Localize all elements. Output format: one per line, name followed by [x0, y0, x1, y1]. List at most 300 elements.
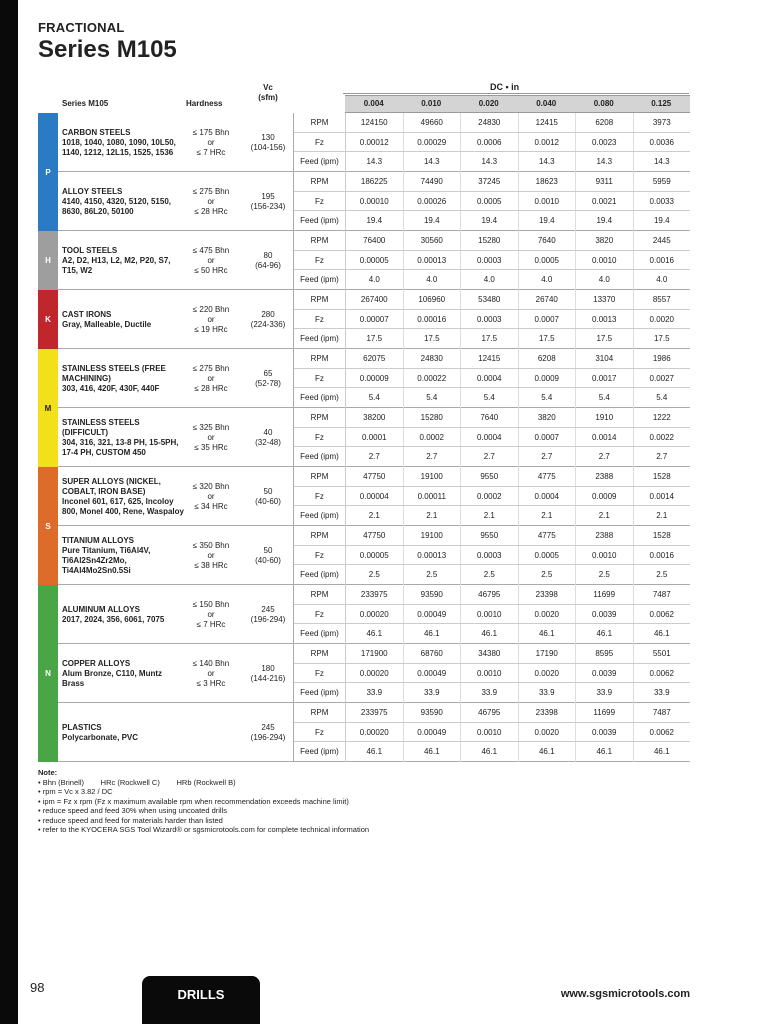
- fz-value: 0.0003: [461, 310, 519, 329]
- col-vc-header: [243, 83, 293, 103]
- note-line: • Bhn (Brinell) HRc (Rockwell C) HRb (Rockwell B): [38, 777, 236, 787]
- rpm-value: 4775: [519, 467, 577, 486]
- rpm-value: 1528: [652, 472, 671, 481]
- material-cell: [62, 644, 186, 703]
- note-line: • reduce speed and feed for materials harder than listed: [38, 815, 223, 825]
- rpm-value: 47750: [346, 526, 404, 545]
- table-row: [38, 703, 690, 762]
- fz-value: 0.0010: [461, 723, 519, 742]
- rpm-value: 9550: [461, 526, 519, 545]
- hardness-hrc: ≤ 28 HRc: [194, 383, 228, 393]
- feed-subrow: [294, 211, 690, 231]
- material-name: COPPER ALLOYS: [62, 658, 131, 668]
- feed-value: 2.7: [461, 447, 519, 467]
- note-line: • refer to the KYOCERA SGS Tool Wizard® or sgsmicrotools.com for complete technical information: [38, 825, 370, 834]
- fz-subrow: [294, 133, 690, 153]
- material-grades: Inconel 601, 617, 625, Incoloy 800, Monel 400, Rene, Waspaloy: [62, 496, 184, 516]
- fz-value: 0.00004: [346, 487, 404, 506]
- feed-subrow: [294, 506, 690, 526]
- feed-value: 46.1: [404, 624, 462, 644]
- website-link[interactable]: www.sgsmicrotools.com: [560, 988, 690, 1000]
- values-cell: [293, 349, 690, 408]
- rpm-label: RPM: [294, 526, 346, 545]
- feed-value: 14.3: [346, 152, 404, 172]
- rpm-label: RPM: [294, 703, 346, 722]
- feed-subrow: [294, 565, 690, 585]
- rpm-value: 18623: [519, 172, 577, 191]
- hardness-hrc: ≤ 7 HRc: [196, 619, 226, 629]
- fz-value: 0.00049: [404, 664, 462, 683]
- values-cell: [293, 231, 690, 290]
- hardness-or: or: [207, 137, 215, 147]
- feed-value: 46.1: [346, 742, 404, 762]
- material-cell: [62, 172, 186, 231]
- fz-value: 0.0062: [649, 727, 674, 737]
- fz-value: 0.0062: [649, 609, 674, 619]
- rpm-value: 7640: [461, 408, 519, 427]
- rpm-value: 3820: [576, 231, 634, 250]
- material-group-h: H: [38, 231, 58, 290]
- fz-subrow: [294, 546, 690, 566]
- rpm-subrow: [294, 703, 690, 723]
- hardness-or: or: [207, 491, 215, 501]
- rpm-value: 9550: [461, 467, 519, 486]
- hardness-bhn: ≤ 475 Bhn: [192, 245, 230, 255]
- feed-value: 46.1: [404, 742, 462, 762]
- rpm-value: 46795: [461, 585, 519, 604]
- hardness-bhn: ≤ 350 Bhn: [192, 540, 230, 550]
- material-cell: [62, 703, 186, 762]
- feed-value: 17.5: [576, 329, 634, 349]
- vc-value: 245: [261, 604, 275, 614]
- rpm-subrow: [294, 172, 690, 192]
- fz-subrow: [294, 487, 690, 507]
- vc-range: (64-96): [255, 260, 281, 270]
- rpm-value: 15280: [404, 408, 462, 427]
- hardness-cell: [176, 290, 246, 349]
- hardness-hrc: ≤ 35 HRc: [194, 442, 228, 452]
- rpm-value: 3104: [576, 349, 634, 368]
- material-grades: 303, 416, 420F, 430F, 440F: [62, 383, 160, 393]
- fz-value: 0.0009: [576, 487, 634, 506]
- fz-label: Fz: [294, 310, 346, 329]
- fz-value: 0.0010: [576, 251, 634, 270]
- material-cell: [62, 585, 186, 644]
- hardness-cell: [176, 349, 246, 408]
- notes-title: Note:: [38, 768, 58, 777]
- fz-value: 0.0022: [649, 432, 674, 442]
- rpm-subrow: [294, 349, 690, 369]
- rpm-value: 106960: [404, 290, 462, 309]
- feed-value: 14.3: [519, 152, 577, 172]
- vc-cell: [243, 644, 293, 703]
- fz-value: 0.0020: [649, 314, 674, 324]
- diameter-header: 0.080: [593, 99, 614, 108]
- hardness-or: or: [207, 609, 215, 619]
- fz-subrow: [294, 251, 690, 271]
- note-line: • rpm = Vc x 3.82 / DC: [38, 787, 113, 796]
- material-grades: Alum Bronze, C110, Muntz Brass: [62, 668, 163, 688]
- fz-label: Fz: [294, 369, 346, 388]
- vc-value: 245: [261, 722, 275, 732]
- fz-value: 0.0062: [649, 668, 674, 678]
- feed-value: 2.5: [461, 565, 519, 585]
- table-row: [38, 290, 690, 349]
- fz-label: Fz: [294, 251, 346, 270]
- rpm-value: 76400: [346, 231, 404, 250]
- fz-value: 0.00012: [346, 133, 404, 152]
- values-cell: [293, 408, 690, 467]
- hardness-hrc: ≤ 38 HRc: [194, 560, 228, 570]
- dc-label: DC • in: [490, 82, 520, 92]
- hardness-or: or: [207, 668, 215, 678]
- vc-value: 50: [263, 486, 273, 496]
- vc-cell: [243, 113, 293, 172]
- material-grades: 4140, 4150, 4320, 5120, 5150, 8630, 86L20, 50100: [62, 196, 171, 216]
- fz-value: 0.00016: [404, 310, 462, 329]
- rpm-value: 1986: [652, 354, 671, 363]
- hardness-bhn: ≤ 150 Bhn: [192, 599, 230, 609]
- fz-value: 0.0036: [649, 137, 674, 147]
- rpm-value: 49660: [404, 113, 462, 132]
- feed-value: 5.4: [576, 388, 634, 408]
- material-cell: [62, 349, 186, 408]
- values-cell: [293, 172, 690, 231]
- rpm-subrow: [294, 467, 690, 487]
- material-grades: Gray, Malleable, Ductile: [62, 319, 152, 329]
- feed-subrow: [294, 624, 690, 644]
- material-name: STAINLESS STEELS (DIFFICULT): [62, 417, 140, 437]
- rpm-value: 4775: [519, 526, 577, 545]
- material-group-m: M: [38, 349, 58, 467]
- material-name: PLASTICS: [62, 722, 102, 732]
- vc-range: (224-336): [250, 319, 286, 329]
- rpm-subrow: [294, 585, 690, 605]
- feed-value: 33.9: [346, 683, 404, 703]
- feed-value: 46.1: [653, 747, 670, 757]
- feed-value: 5.4: [404, 388, 462, 408]
- hardness-cell: [176, 172, 246, 231]
- section-tab-drills[interactable]: DRILLS: [142, 976, 260, 1024]
- feed-value: 4.0: [519, 270, 577, 290]
- feed-value: 19.4: [519, 211, 577, 231]
- feed-value: 46.1: [576, 624, 634, 644]
- feed-value: 46.1: [653, 629, 670, 639]
- rpm-value: 2388: [576, 526, 634, 545]
- rpm-value: 8557: [652, 295, 671, 304]
- hardness-bhn: ≤ 320 Bhn: [192, 481, 230, 491]
- vc-range: (32-48): [255, 437, 281, 447]
- hardness-or: or: [207, 373, 215, 383]
- page-title: Series M105: [38, 36, 177, 63]
- feed-value: 2.1: [346, 506, 404, 526]
- rpm-subrow: [294, 113, 690, 133]
- fz-value: 0.00026: [404, 192, 462, 211]
- material-name: STAINLESS STEELS (FREE MACHINING): [62, 363, 166, 383]
- fz-value: 0.0003: [461, 546, 519, 565]
- fz-value: 0.00013: [404, 251, 462, 270]
- hardness-or: or: [207, 196, 215, 206]
- fz-subrow: [294, 428, 690, 448]
- table-row: [38, 172, 690, 231]
- fz-value: 0.00020: [346, 723, 404, 742]
- feed-subrow: [294, 329, 690, 349]
- feed-value: 19.4: [576, 211, 634, 231]
- hardness-cell: [176, 113, 246, 172]
- fz-value: 0.00005: [346, 546, 404, 565]
- vc-cell: [243, 231, 293, 290]
- table-row: [38, 231, 690, 290]
- hardness-hrc: ≤ 34 HRc: [194, 501, 228, 511]
- section-subtitle: FRACTIONAL: [38, 20, 125, 35]
- hardness-cell: [176, 408, 246, 467]
- rpm-subrow: [294, 231, 690, 251]
- rpm-value: 6208: [519, 349, 577, 368]
- notes: [38, 768, 369, 835]
- rpm-value: 15280: [461, 231, 519, 250]
- hardness-or: or: [207, 255, 215, 265]
- fz-value: 0.0023: [576, 133, 634, 152]
- hardness-cell: [176, 231, 246, 290]
- rpm-value: 37245: [461, 172, 519, 191]
- rpm-value: 30560: [404, 231, 462, 250]
- material-grades: 2017, 2024, 356, 6061, 7075: [62, 614, 165, 624]
- diameter-headers: [345, 95, 690, 113]
- hardness-cell: [176, 703, 246, 762]
- material-cell: [62, 290, 186, 349]
- fz-value: 0.0010: [461, 664, 519, 683]
- note-line: • ipm = Fz x rpm (Fz x maximum available rpm when recommendation exceeds machine limit): [38, 796, 349, 806]
- fz-label: Fz: [294, 487, 346, 506]
- table-body: [38, 113, 690, 762]
- rpm-value: 7640: [519, 231, 577, 250]
- vc-value: 65: [263, 368, 273, 378]
- feed-label: Feed (ipm): [294, 329, 346, 349]
- feed-value: 2.5: [519, 565, 577, 585]
- feed-label: Feed (ipm): [294, 270, 346, 290]
- feed-value: 33.9: [461, 683, 519, 703]
- fz-value: 0.0004: [461, 428, 519, 447]
- fz-value: 0.0039: [576, 605, 634, 624]
- rpm-value: 24830: [461, 113, 519, 132]
- rpm-value: 3973: [652, 118, 671, 127]
- vc-cell: [243, 467, 293, 526]
- feed-subrow: [294, 388, 690, 408]
- vc-value: 40: [263, 427, 273, 437]
- fz-value: 0.0020: [519, 723, 577, 742]
- hardness-bhn: ≤ 275 Bhn: [192, 363, 230, 373]
- material-name: ALLOY STEELS: [62, 186, 123, 196]
- rpm-value: 68760: [404, 644, 462, 663]
- vc-range: (196-294): [250, 732, 286, 742]
- feed-value: 2.7: [346, 447, 404, 467]
- hardness-bhn: ≤ 220 Bhn: [192, 304, 230, 314]
- values-cell: [293, 113, 690, 172]
- feed-value: 2.1: [656, 511, 668, 521]
- rpm-label: RPM: [294, 113, 346, 132]
- material-name: TOOL STEELS: [62, 245, 118, 255]
- hardness-bhn: ≤ 325 Bhn: [192, 422, 230, 432]
- feed-value: 5.4: [656, 393, 668, 403]
- fz-value: 0.0001: [346, 428, 404, 447]
- fz-value: 0.0039: [576, 664, 634, 683]
- rpm-label: RPM: [294, 231, 346, 250]
- feed-value: 19.4: [346, 211, 404, 231]
- hardness-or: or: [207, 314, 215, 324]
- feed-value: 33.9: [653, 688, 670, 698]
- rpm-value: 23398: [519, 585, 577, 604]
- vc-range: (40-60): [255, 555, 281, 565]
- diameter-header: 0.040: [536, 99, 557, 108]
- feed-subrow: [294, 683, 690, 703]
- feed-value: 46.1: [576, 742, 634, 762]
- rpm-subrow: [294, 526, 690, 546]
- vc-cell: [243, 290, 293, 349]
- rpm-value: 11699: [576, 585, 634, 604]
- left-edge-bar: [0, 0, 18, 1024]
- vc-label: Vc: [263, 83, 273, 92]
- table-row: [38, 467, 690, 526]
- table-row: [38, 113, 690, 172]
- feed-value: 17.5: [404, 329, 462, 349]
- fz-subrow: [294, 310, 690, 330]
- fz-value: 0.00029: [404, 133, 462, 152]
- material-group-p: P: [38, 113, 58, 231]
- vc-value: 195: [261, 191, 275, 201]
- rpm-value: 5959: [652, 177, 671, 186]
- note-line: • reduce speed and feed 30% when using uncoated drills: [38, 806, 228, 815]
- rpm-value: 9311: [576, 172, 634, 191]
- material-grades: A2, D2, H13, L2, M2, P20, S7, T15, W2: [62, 255, 171, 275]
- feed-value: 2.1: [461, 506, 519, 526]
- feed-value: 46.1: [461, 742, 519, 762]
- fz-value: 0.0007: [519, 428, 577, 447]
- feed-value: 46.1: [519, 742, 577, 762]
- rpm-value: 233975: [346, 703, 404, 722]
- material-group-s: S: [38, 467, 58, 585]
- fz-value: 0.00049: [404, 723, 462, 742]
- hardness-hrc: ≤ 50 HRc: [194, 265, 228, 275]
- rpm-value: 12415: [461, 349, 519, 368]
- fz-label: Fz: [294, 546, 346, 565]
- table-row: [38, 644, 690, 703]
- hardness-or: or: [207, 432, 215, 442]
- feed-label: Feed (ipm): [294, 211, 346, 231]
- hardness-bhn: ≤ 175 Bhn: [192, 127, 230, 137]
- rpm-value: 26740: [519, 290, 577, 309]
- hardness-hrc: ≤ 3 HRc: [196, 678, 226, 688]
- fz-value: 0.0010: [576, 546, 634, 565]
- feed-value: 14.3: [576, 152, 634, 172]
- vc-range: (144-216): [250, 673, 286, 683]
- rpm-value: 93590: [404, 585, 462, 604]
- rpm-value: 34380: [461, 644, 519, 663]
- feed-label: Feed (ipm): [294, 742, 346, 762]
- hardness-bhn: ≤ 140 Bhn: [192, 658, 230, 668]
- rpm-value: 46795: [461, 703, 519, 722]
- fz-value: 0.0010: [519, 192, 577, 211]
- feed-subrow: [294, 447, 690, 467]
- vc-cell: [243, 408, 293, 467]
- feed-value: 2.7: [576, 447, 634, 467]
- feed-value: 2.7: [519, 447, 577, 467]
- feed-value: 46.1: [346, 624, 404, 644]
- feed-subrow: [294, 742, 690, 762]
- rpm-subrow: [294, 408, 690, 428]
- fz-label: Fz: [294, 428, 346, 447]
- material-grades: 304, 316, 321, 13-8 PH, 15-5PH, 17-4 PH, CUSTOM 450: [62, 437, 179, 457]
- feed-value: 2.1: [519, 506, 577, 526]
- feed-value: 14.3: [653, 157, 670, 167]
- fz-value: 0.0016: [649, 550, 674, 560]
- rpm-label: RPM: [294, 467, 346, 486]
- rpm-value: 93590: [404, 703, 462, 722]
- feed-label: Feed (ipm): [294, 506, 346, 526]
- diameter-header: 0.004: [363, 99, 384, 108]
- fz-value: 0.0020: [519, 605, 577, 624]
- fz-value: 0.0021: [576, 192, 634, 211]
- feed-value: 4.0: [576, 270, 634, 290]
- vc-cell: [243, 585, 293, 644]
- fz-subrow: [294, 664, 690, 684]
- fz-value: 0.00011: [404, 487, 462, 506]
- material-cell: [62, 526, 186, 585]
- feed-value: 2.1: [404, 506, 462, 526]
- feed-label: Feed (ipm): [294, 152, 346, 172]
- vc-range: (52-78): [255, 378, 281, 388]
- diameter-header: 0.010: [421, 99, 442, 108]
- material-name: TITANIUM ALLOYS: [62, 535, 134, 545]
- rpm-value: 38200: [346, 408, 404, 427]
- feed-subrow: [294, 152, 690, 172]
- rpm-value: 2445: [652, 236, 671, 245]
- values-cell: [293, 644, 690, 703]
- hardness-cell: [176, 467, 246, 526]
- material-cell: [62, 231, 186, 290]
- rpm-label: RPM: [294, 290, 346, 309]
- fz-value: 0.0012: [519, 133, 577, 152]
- feed-value: 2.5: [404, 565, 462, 585]
- feed-value: 33.9: [576, 683, 634, 703]
- diameter-header: 0.020: [478, 99, 499, 108]
- feed-value: 33.9: [404, 683, 462, 703]
- feed-value: 2.7: [404, 447, 462, 467]
- fz-value: 0.0017: [576, 369, 634, 388]
- feed-value: 19.4: [404, 211, 462, 231]
- fz-value: 0.0004: [461, 369, 519, 388]
- fz-value: 0.00007: [346, 310, 404, 329]
- fz-value: 0.0027: [649, 373, 674, 383]
- rpm-value: 8595: [576, 644, 634, 663]
- feed-value: 46.1: [461, 624, 519, 644]
- fz-value: 0.0005: [461, 192, 519, 211]
- fz-value: 0.0020: [519, 664, 577, 683]
- vc-cell: [243, 349, 293, 408]
- rpm-value: 74490: [404, 172, 462, 191]
- feed-label: Feed (ipm): [294, 624, 346, 644]
- hardness-hrc: ≤ 19 HRc: [194, 324, 228, 334]
- fz-value: 0.0003: [461, 251, 519, 270]
- fz-value: 0.00022: [404, 369, 462, 388]
- vc-value: 80: [263, 250, 273, 260]
- fz-value: 0.0006: [461, 133, 519, 152]
- rpm-value: 2388: [576, 467, 634, 486]
- feed-value: 2.5: [656, 570, 668, 580]
- feed-label: Feed (ipm): [294, 447, 346, 467]
- rpm-value: 13370: [576, 290, 634, 309]
- fz-value: 0.0005: [519, 251, 577, 270]
- hardness-bhn: ≤ 275 Bhn: [192, 186, 230, 196]
